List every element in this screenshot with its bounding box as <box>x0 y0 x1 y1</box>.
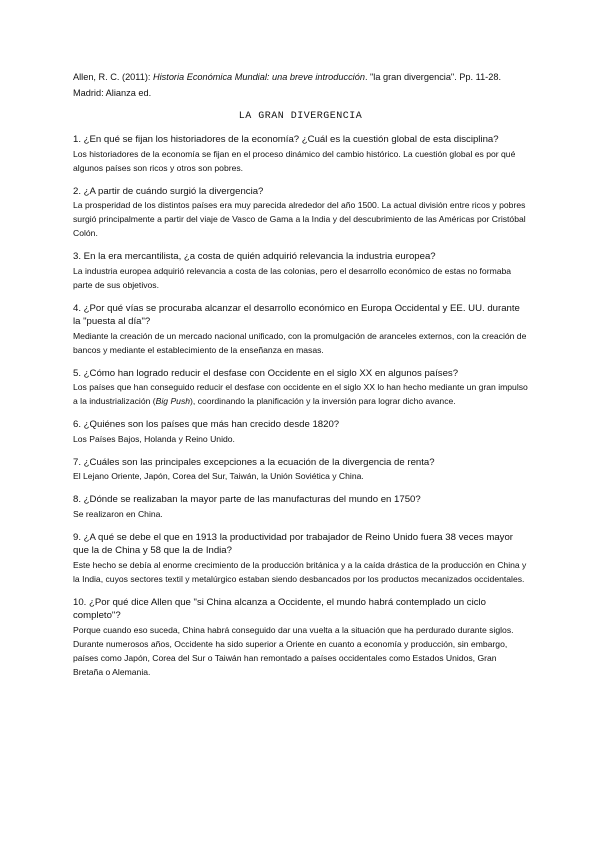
question-9: 9. ¿A qué se debe el que en 1913 la productividad por trabajador de Reino Unido fuera 38 veces mayor que la de China y 58 que la de India? <box>73 531 514 556</box>
question-8: 8. ¿Dónde se realizaban la mayor parte de las manufacturas del mundo en 1750? <box>73 494 421 505</box>
qa-item-10 <box>73 596 528 679</box>
qa-item-9 <box>73 531 528 586</box>
reference-authors: Allen, R. C. (2011): <box>73 72 153 82</box>
qa-item-5 <box>73 367 528 409</box>
answer-3: La industria europea adquirió relevancia a costa de las colonias, pero el desarrollo económico de estas no formaba parte de sus objetivos. <box>73 265 512 290</box>
bibliographic-reference <box>73 69 528 101</box>
page-title: LA GRAN DIVERGENCIA <box>238 111 363 122</box>
question-1: 1. ¿En qué se fijan los historiadores de la economía? ¿Cuál es la cuestión global de esta disciplina? <box>73 134 499 145</box>
question-7: 7. ¿Cuáles son las principales excepciones a la ecuación de la divergencia de renta? <box>73 456 435 468</box>
question-3: 3. En la era mercantilista, ¿a costa de quién adquirió relevancia la industria europea? <box>73 251 436 262</box>
answer-2: La prosperidad de los distintos países era muy parecida alrededor del año 1500. La actual división entre ricos y pobres surgió principalmente a partir del viaje de Vasco de Gama a la India y del descubrimiento de las Américas por Cristóbal Colón. <box>73 200 526 238</box>
answer-1: Los historiadores de la economía se fijan en el proceso dinámico del cambio histórico. La cuestión global es por qué algunos países son ricos y otros son pobres. <box>73 148 516 173</box>
question-6: 6. ¿Quiénes son los países que más han crecido desde 1820? <box>73 419 340 430</box>
answer-7: El Lejano Oriente, Japón, Corea del Sur, Taiwán, la Unión Soviética y China. <box>73 471 364 481</box>
qa-item-8 <box>73 493 528 521</box>
answer-5-part-2: ), coordinando la planificación y la inversión para lograr dicho avance. <box>190 396 456 406</box>
reference-book-title: Historia Económica Mundial: una breve introducción <box>153 72 365 82</box>
answer-4: Mediante la creación de un mercado nacional unificado, con la promulgación de aranceles externos, con la creación de bancos y mediante el establecimiento de la enseñanza en masas. <box>73 330 527 355</box>
answer-10: Porque cuando eso suceda, China habrá conseguido dar una vuelta a la situación que ha perdurado durante siglos. Durante numerosos años, Occidente ha sido superior a Oriente en cuanto a economía y producción, sin embargo, países como Japón, Corea del Sur o Taiwán han remontado a países occidentales como Estados Unidos, Gran Bretaña o Alemania. <box>73 624 514 677</box>
question-2: 2. ¿A partir de cuándo surgió la divergencia? <box>73 185 264 197</box>
qa-item-3 <box>73 250 528 292</box>
answer-5-big-push: Big Push <box>155 396 191 406</box>
qa-item-2 <box>73 185 528 241</box>
answer-6: Los Países Bajos, Holanda y Reino Unido. <box>73 433 235 444</box>
answer-5 <box>73 380 528 408</box>
answer-5-part-1: Los países que han conseguido reducir el desfase con occidente en el siglo XX lo han hecho mediante un gran impulso a la industrialización ( <box>73 382 528 406</box>
reference-details: . "la gran divergencia". Pp. 11-28. Madrid: Alianza ed. <box>73 72 502 98</box>
question-10: 10. ¿Por qué dice Allen que "si China alcanza a Occidente, el mundo habrá contemplado un ciclo completo"? <box>73 596 486 621</box>
question-5: 5. ¿Cómo han logrado reducir el desfase con Occidente en el siglo XX en algunos países? <box>73 367 459 379</box>
qa-item-6 <box>73 418 528 446</box>
qa-item-1 <box>73 133 528 175</box>
qa-item-7 <box>73 456 528 484</box>
answer-9: Este hecho se debía al enorme crecimiento de la producción británica y a la caída drástica de la producción en China y la India, cuyos sectores textil y metalúrgico estaban siendo desbancados por los productos mecanizados occidentales. <box>73 559 527 584</box>
answer-8: Se realizaron en China. <box>73 508 163 519</box>
question-4: 4. ¿Por qué vías se procuraba alcanzar el desarrollo económico en Europa Occidental y EE. UU. durante la "puesta al día"? <box>73 302 520 327</box>
qa-item-4 <box>73 302 528 357</box>
